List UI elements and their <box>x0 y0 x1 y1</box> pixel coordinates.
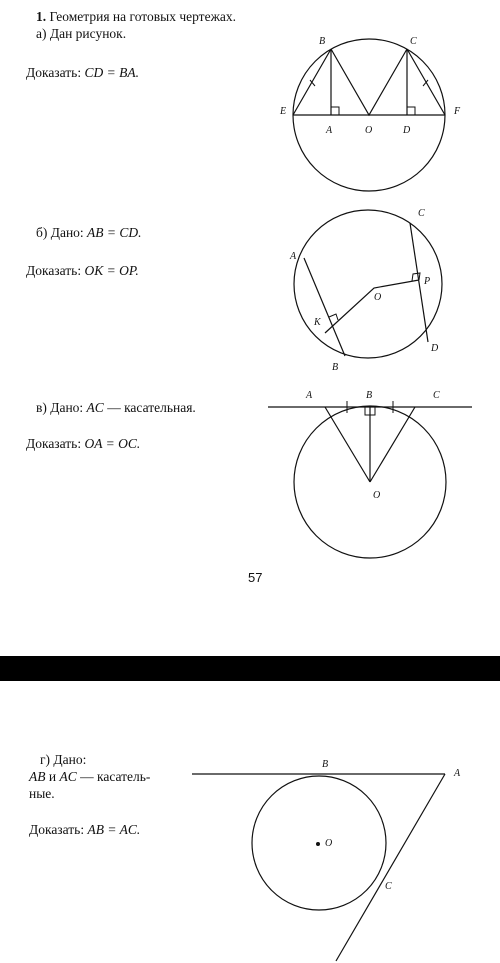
point-label: B <box>366 390 373 401</box>
part-g-prove-expr: AB = AC. <box>87 822 141 837</box>
figure-g-tangent-ac <box>336 774 445 961</box>
point-label: E <box>280 106 287 117</box>
part-a-heading: а) Дан рисунок. <box>36 26 127 41</box>
part-a-prove: Доказать: CD = BA. <box>26 65 139 80</box>
page-number: 57 <box>248 570 263 585</box>
point-label: D <box>431 343 439 354</box>
figure-g-center-dot <box>316 842 320 846</box>
part-b-given: б) Дано: AB = CD. <box>36 225 142 240</box>
figure-v-segment-oa <box>325 407 370 482</box>
part-b-prove: Доказать: OK = OP. <box>26 263 139 278</box>
point-label: B <box>322 759 329 770</box>
figure-v-segment-oc <box>370 407 415 482</box>
figure-g <box>0 681 500 963</box>
point-label: C <box>433 390 440 401</box>
part-b-given-expr: AB = CD. <box>87 225 142 240</box>
point-label: B <box>332 362 339 373</box>
point-label: K <box>314 317 321 328</box>
point-label: A <box>326 125 333 136</box>
point-label: C <box>385 881 392 892</box>
part-v-prove-expr: OA = OC. <box>84 436 141 451</box>
part-g-prove: Доказать: AB = AC. <box>29 822 141 837</box>
part-g-given: г) Дано: <box>40 752 87 767</box>
part-v-given: в) Дано: AC — касательная. <box>36 400 196 415</box>
part-a-prove-expr: CD = BA. <box>84 65 139 80</box>
task-number: 1. <box>36 9 47 24</box>
point-label: D <box>403 125 411 136</box>
point-label: A <box>454 768 461 779</box>
point-label: F <box>454 106 461 117</box>
point-label: A <box>290 251 297 262</box>
part-g-given-line3: ные. <box>29 786 55 801</box>
point-label: C <box>410 36 417 47</box>
point-label: B <box>319 36 326 47</box>
point-label: P <box>424 276 431 287</box>
part-v-prove: Доказать: OA = OC. <box>26 436 141 451</box>
point-label: O <box>365 125 373 136</box>
part-g-given-line2: AB и AC — касатель- <box>29 769 151 784</box>
point-label: O <box>374 292 382 303</box>
page-separator <box>0 656 500 681</box>
task-title-text: Геометрия на готовых чертежах. <box>49 9 237 24</box>
part-v-given-expr: AC <box>86 400 104 415</box>
part-b-prove-expr: OK = OP. <box>84 263 139 278</box>
textbook-page-next <box>0 681 500 963</box>
point-label: O <box>373 490 381 501</box>
point-label: A <box>306 390 313 401</box>
point-label: O <box>325 838 333 849</box>
point-label: C <box>418 208 425 219</box>
